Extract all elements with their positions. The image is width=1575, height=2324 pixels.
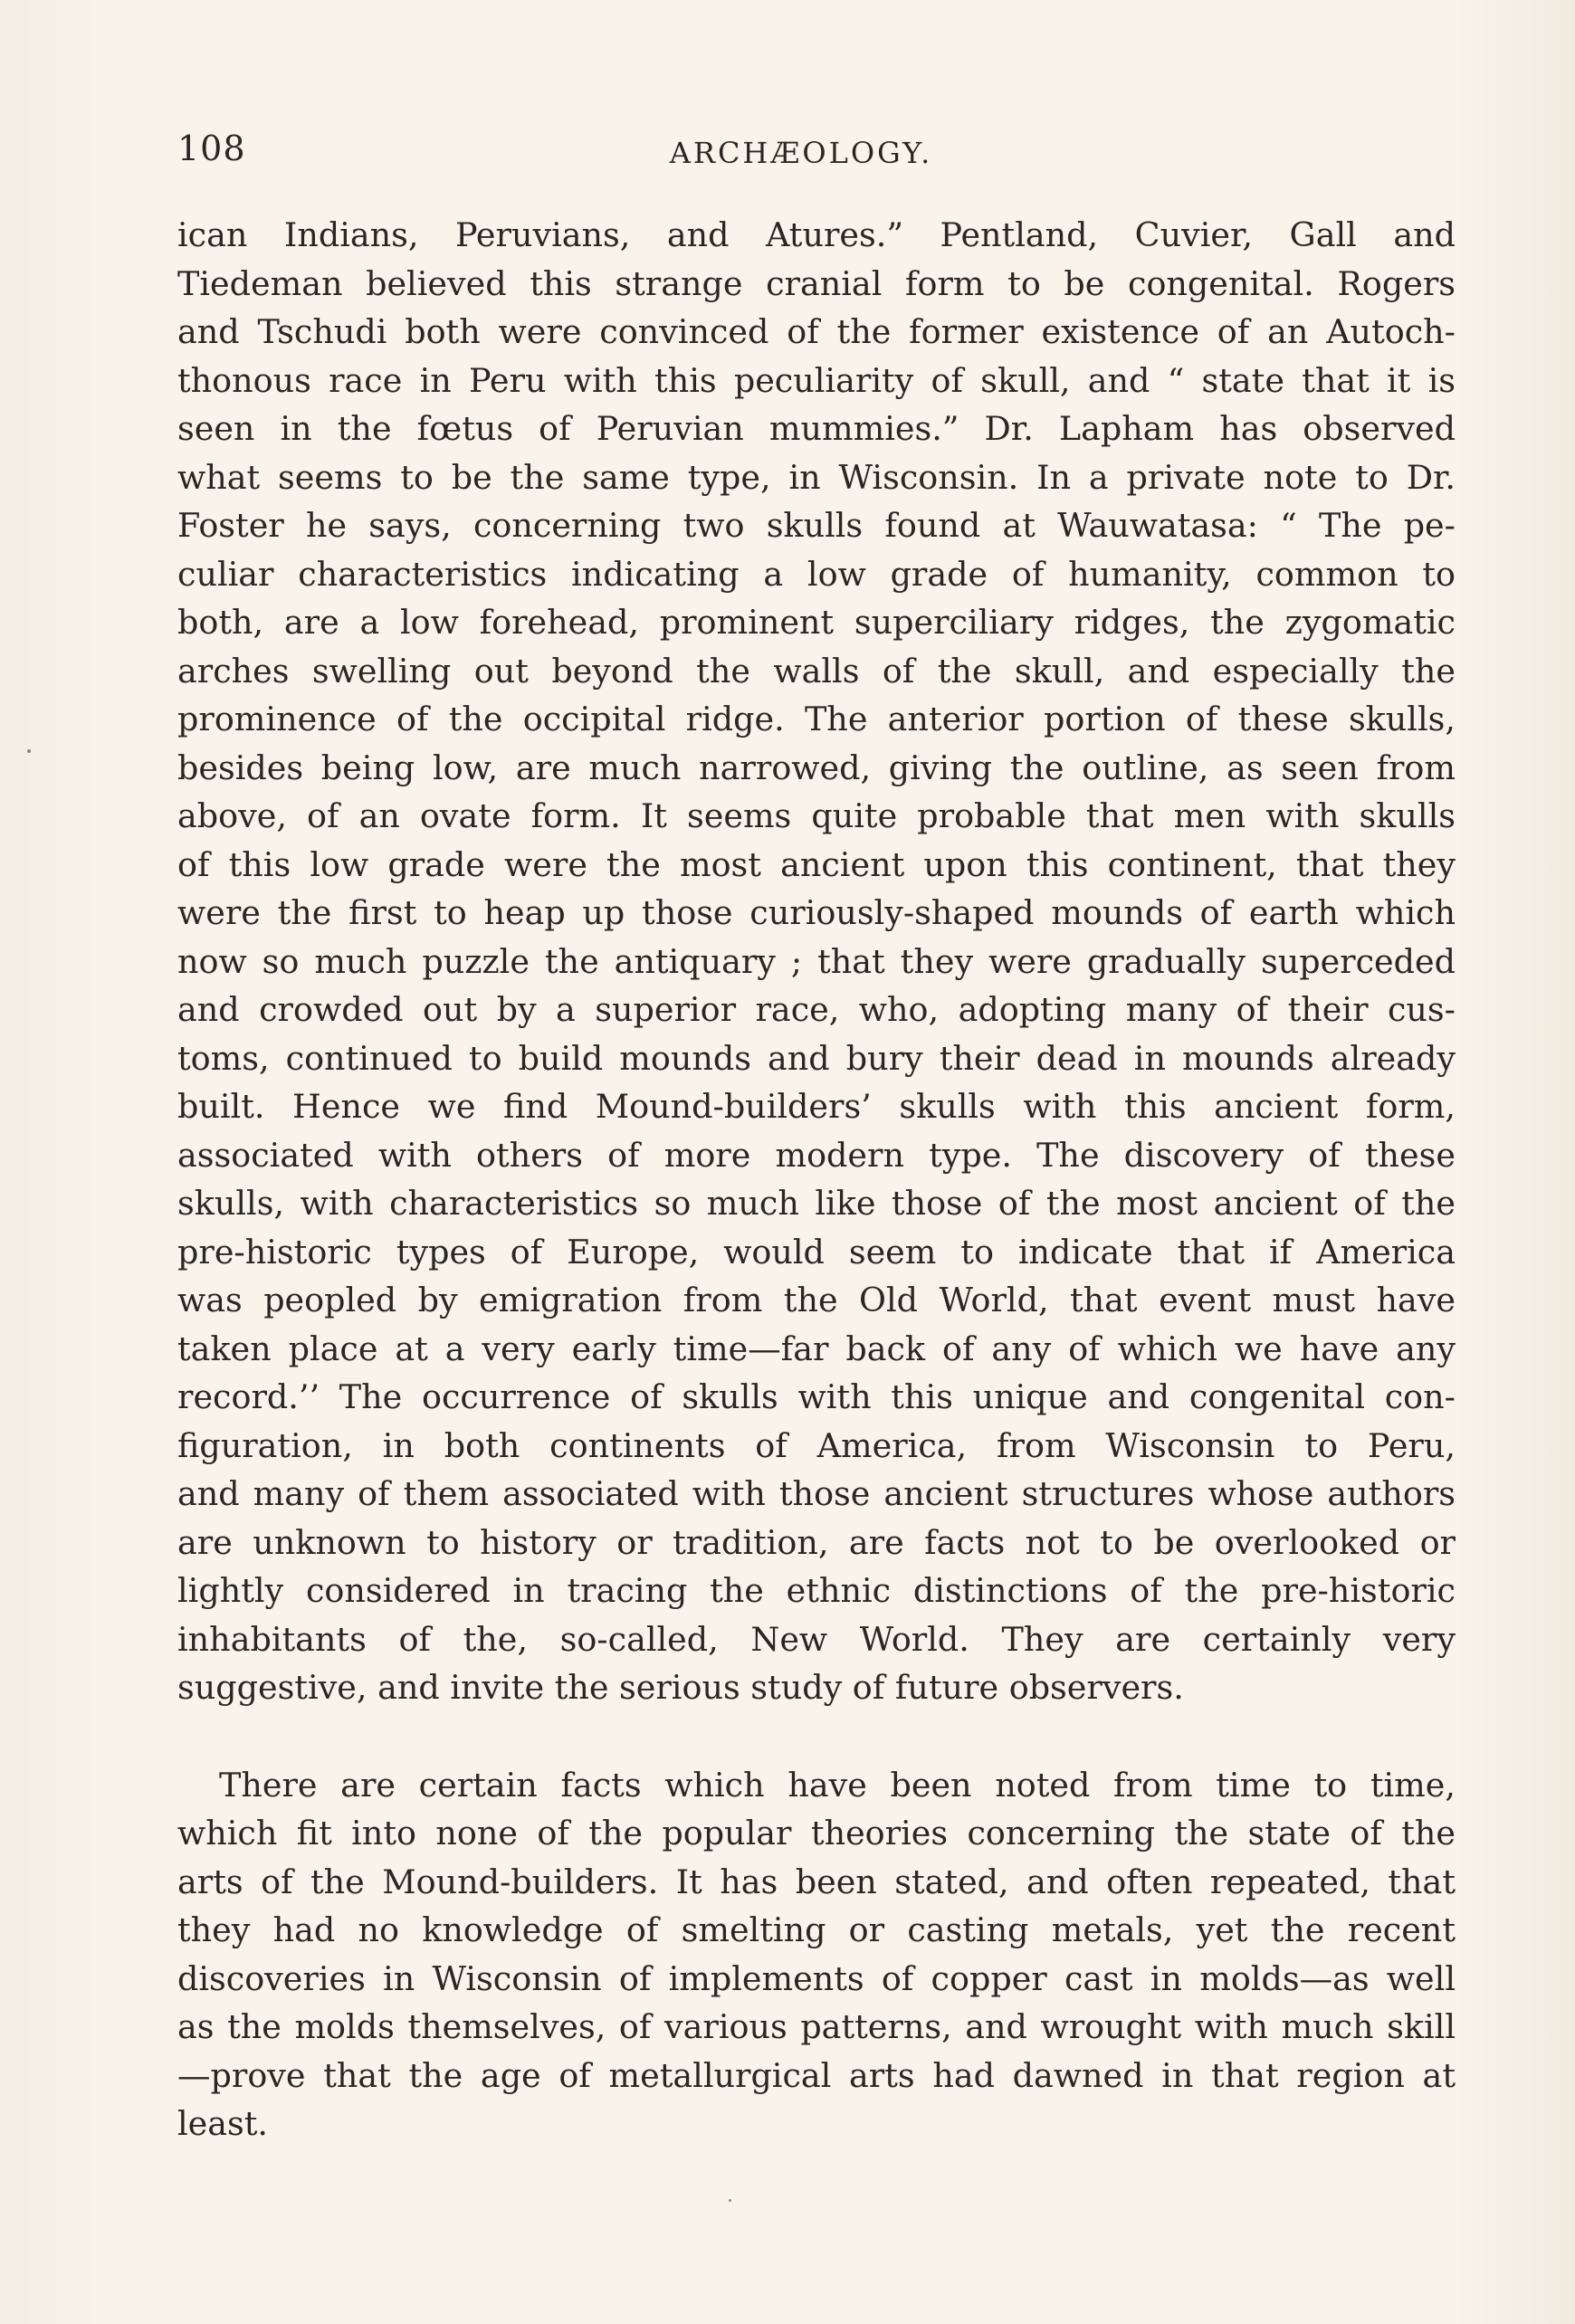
text-line: lightly considered in tracing the ethnic distinctions of the pre-historic — [177, 1571, 1456, 1610]
text-line: skulls, with characteristics so much like those of the most ancient of the — [177, 1184, 1456, 1223]
text-line: both, are a low forehead, prominent superciliary ridges, the zygomatic — [177, 603, 1456, 642]
paragraph-gap — [177, 1712, 1456, 1761]
text-line: ican Indians, Peruvians, and Atures.” Pentland, Cuvier, Gall and — [177, 215, 1456, 254]
text-line: above, of an ovate form. It seems quite probable that men with skulls — [177, 796, 1456, 835]
text-line: associated with others of more modern type. The discovery of these — [177, 1135, 1456, 1175]
text-line: culiar characteristics indicating a low grade of humanity, common to — [177, 554, 1456, 594]
text-line: prominence of the occipital ridge. The anterior portion of these skulls, — [177, 700, 1456, 738]
text-line: as the molds themselves, of various patterns, and wrought with much skill — [177, 2007, 1456, 2046]
text-line: and many of them associated with those ancient structures whose authors — [177, 1474, 1456, 1513]
paper-speck — [27, 749, 31, 753]
text-line: least. — [177, 2104, 269, 2143]
text-line: arts of the Mound-builders. It has been stated, and often repeated, that — [177, 1862, 1456, 1901]
paragraph-2 — [177, 1761, 1456, 2148]
text-line: and crowded out by a superior race, who, adopting many of their cus- — [177, 990, 1456, 1029]
text-line: toms, continued to build mounds and bury their dead in mounds already — [177, 1038, 1456, 1078]
text-line: now so much puzzle the antiquary ; that they were gradually superceded — [177, 941, 1456, 981]
paper-speck — [729, 2199, 731, 2202]
text-line: what seems to be the same type, in Wisconsin. In a private note to Dr. — [177, 457, 1456, 497]
text-line: of this low grade were the most ancient upon this continent, that they — [177, 844, 1456, 884]
text-line: which fit into none of the popular theories concerning the state of the — [177, 1814, 1456, 1853]
text-line: —prove that the age of metallurgical arts had dawned in that region at — [177, 2055, 1456, 2095]
text-line: and Tschudi both were convinced of the former existence of an Autoch- — [177, 312, 1456, 351]
text-line: was peopled by emigration from the Old World, that event must have — [177, 1281, 1456, 1319]
text-line: besides being low, are much narrowed, giving the outline, as seen from — [177, 748, 1456, 787]
text-line: figuration, in both continents of America, from Wisconsin to Peru, — [177, 1425, 1456, 1465]
text-line: are unknown to history or tradition, are facts not to be overlooked or — [177, 1522, 1456, 1562]
text-line: inhabitants of the, so-called, New World. They are certainly very — [177, 1619, 1456, 1659]
running-title: ARCHÆOLOGY. — [669, 136, 933, 170]
text-line: Foster he says, concerning two skulls found at Wauwatasa: “ The pe- — [177, 506, 1456, 545]
text-line: were the first to heap up those curiously-shaped mounds of earth which — [177, 893, 1456, 932]
text-line: thonous race in Peru with this peculiarity of skull, and “ state that it is — [177, 360, 1456, 400]
text-line: they had no knowledge of smelting or casting metals, yet the recent — [177, 1910, 1456, 1949]
page-number: 108 — [177, 129, 246, 168]
text-line: taken place at a very early time—far back of any of which we have any — [177, 1329, 1456, 1368]
text-line: record.’’ The occurrence of skulls with this unique and congenital con- — [177, 1377, 1456, 1416]
text-line: Tiedeman believed this strange cranial form to be congenital. Rogers — [177, 263, 1456, 303]
paragraph-1 — [177, 211, 1456, 1712]
text-line: seen in the fœtus of Peruvian mummies.” Dr. Lapham has observed — [177, 409, 1456, 448]
text-line: discoveries in Wisconsin of implements of copper cast in molds—as well — [177, 1958, 1456, 1998]
body-text — [177, 211, 1456, 2148]
text-line: suggestive, and invite the serious study of future observers. — [177, 1668, 1184, 1707]
text-line: arches swelling out beyond the walls of the skull, and especially the — [177, 651, 1456, 691]
text-line: There are certain facts which have been noted from time to time, — [219, 1765, 1456, 1805]
text-line: pre-historic types of Europe, would seem to indicate that if America — [177, 1232, 1456, 1272]
text-line: built. Hence we find Mound-builders’ skulls with this ancient form, — [177, 1087, 1456, 1126]
